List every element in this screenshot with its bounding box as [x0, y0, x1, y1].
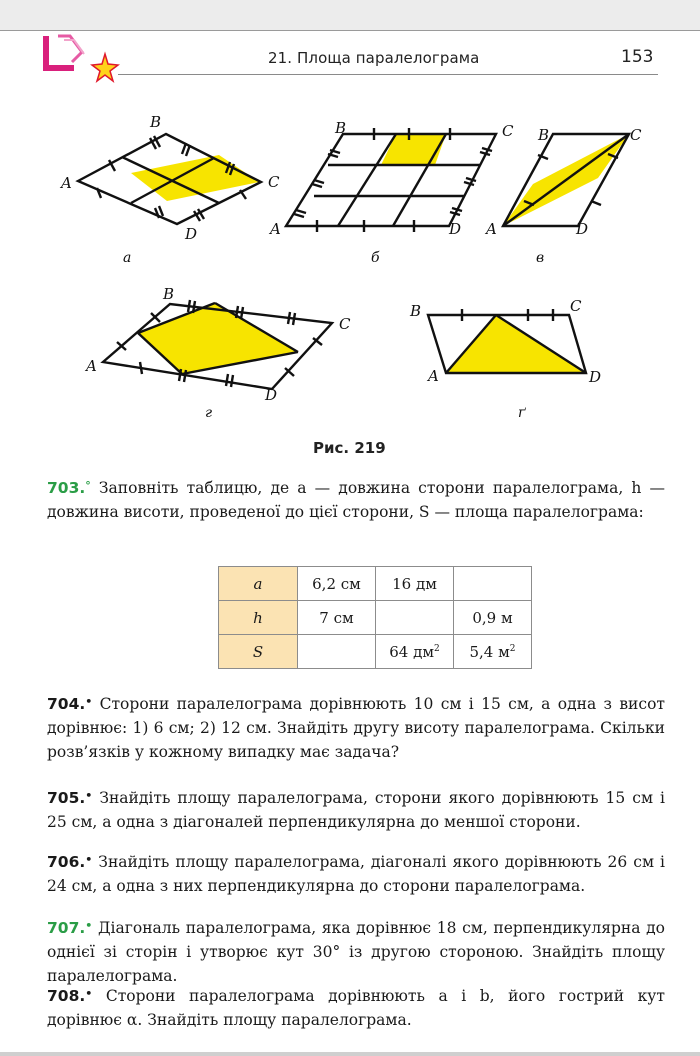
- table-cell: 7 см: [298, 601, 376, 635]
- table-cell: 0,9 м: [454, 601, 532, 635]
- problem-707-body: [47, 916, 665, 988]
- panel-g-vertex-c: C: [339, 315, 351, 333]
- panel-v-diagram: [503, 134, 629, 226]
- problem-707-text: Діагональ паралелограма, яка дорівнює 18 см, перпендикулярна до однієї зі сторін і утворює кут 30° із другою стороною. Знайдіть площу паралелограма.: [47, 919, 665, 985]
- problem-703: [47, 476, 665, 524]
- table-cell: [298, 635, 376, 669]
- problem-704: [47, 692, 665, 764]
- panel-a-diagram: [78, 134, 261, 224]
- row-label-h: h: [219, 601, 298, 635]
- running-title: 21. Площа паралелограма: [268, 49, 480, 67]
- problem-703-number: 703.°: [47, 479, 91, 497]
- panel-v-vertex-d: D: [576, 220, 589, 238]
- problem-706-number: 706.•: [47, 853, 93, 871]
- problem-706: [47, 850, 665, 898]
- panel-g-prime-vertex-b: B: [410, 302, 422, 320]
- bottom-edge: [0, 1052, 700, 1056]
- panel-g-prime-label: ґ: [518, 405, 526, 421]
- table-cell: [454, 635, 532, 669]
- problem-705-body: [47, 786, 665, 834]
- panel-a-vertex-d: D: [185, 225, 198, 243]
- problem-708: [47, 984, 665, 1032]
- problem-706-body: [47, 850, 665, 898]
- panel-a-label: а: [123, 250, 132, 266]
- panel-a-vertex-b: B: [150, 113, 162, 131]
- page-number: 153: [621, 47, 654, 67]
- panel-b-diagram: [286, 128, 496, 232]
- row-label-s: S: [219, 635, 298, 669]
- values-table: [218, 566, 532, 669]
- table-cell: 6,2 см: [298, 567, 376, 601]
- panel-a-vertex-a: A: [61, 174, 72, 192]
- problem-707: [47, 916, 665, 988]
- problem-705-number: 705.•: [47, 789, 93, 807]
- problem-708-text: Сторони паралелограма дорівнюють a і b, його гострий кут дорівнює α. Знайдіть площу паралелограма.: [47, 987, 665, 1029]
- table-row: [219, 567, 532, 601]
- cell-superscript: 2: [434, 643, 440, 654]
- panel-v-vertex-c: C: [630, 126, 642, 144]
- panel-g-prime-vertex-d: D: [589, 368, 602, 386]
- panel-g-prime-vertex-a: A: [428, 367, 439, 385]
- table-cell: [376, 601, 454, 635]
- problem-705-text: Знайдіть площу паралелограма, сторони якого дорівнюють 15 см і 25 см, а одна з діагоналей перпендикулярна до меншої сторони.: [47, 789, 665, 831]
- panel-g-vertex-a: A: [86, 357, 97, 375]
- table-cell: [454, 567, 532, 601]
- panel-v-vertex-b: B: [538, 126, 550, 144]
- panel-b-label: б: [371, 250, 380, 266]
- problem-706-text: Знайдіть площу паралелограма, діагоналі якого дорівнюють 26 см і 24 см, а одна з них перпендикулярна до сторони паралелограма.: [47, 853, 665, 895]
- problem-704-body: [47, 692, 665, 764]
- problem-703-text: Заповніть таблицю, де a — довжина сторони паралелограма, h — довжина висоти, проведеної до цієї сторони, S — площа паралелограма:: [47, 479, 665, 521]
- panel-g-diagram: [103, 300, 332, 389]
- figure-219: [0, 0, 700, 440]
- panel-g-vertex-b: B: [163, 285, 175, 303]
- table-row: [219, 601, 532, 635]
- panel-v-vertex-a: A: [486, 220, 497, 238]
- problem-704-number: 704.•: [47, 695, 93, 713]
- panel-a-vertex-c: C: [268, 173, 280, 191]
- row-label-a: a: [219, 567, 298, 601]
- figure-caption: Рис. 219: [313, 439, 386, 457]
- problem-703-body: [47, 476, 665, 524]
- problem-704-text: Сторони паралелограма дорівнюють 10 см і 15 см, а одна з висот дорівнює: 1) 6 см; 2) 12 см. Знайдіть другу висоту паралелограма. Скільки розв’язків у кожному випадку має задача?: [47, 695, 665, 761]
- panel-b-vertex-a: A: [270, 220, 281, 238]
- panel-b-vertex-b: B: [335, 119, 347, 137]
- panel-b-vertex-d: D: [449, 220, 462, 238]
- cell-value: 5,4 м: [469, 642, 510, 661]
- table-row: [219, 635, 532, 669]
- panel-g-label: г: [205, 405, 213, 421]
- problem-707-number: 707.•: [47, 919, 93, 937]
- panel-g-prime-diagram: [428, 309, 586, 373]
- problem-708-number: 708.•: [47, 987, 93, 1005]
- panel-b-vertex-c: C: [502, 122, 514, 140]
- problem-708-body: [47, 984, 665, 1032]
- cell-value: 64 дм: [389, 642, 435, 661]
- problem-705: [47, 786, 665, 834]
- table-cell: [376, 635, 454, 669]
- cell-superscript: 2: [509, 643, 516, 654]
- panel-v-label: в: [536, 250, 545, 266]
- panel-g-vertex-d: D: [265, 386, 278, 404]
- panel-g-prime-vertex-c: C: [570, 297, 582, 315]
- table-cell: 16 дм: [376, 567, 454, 601]
